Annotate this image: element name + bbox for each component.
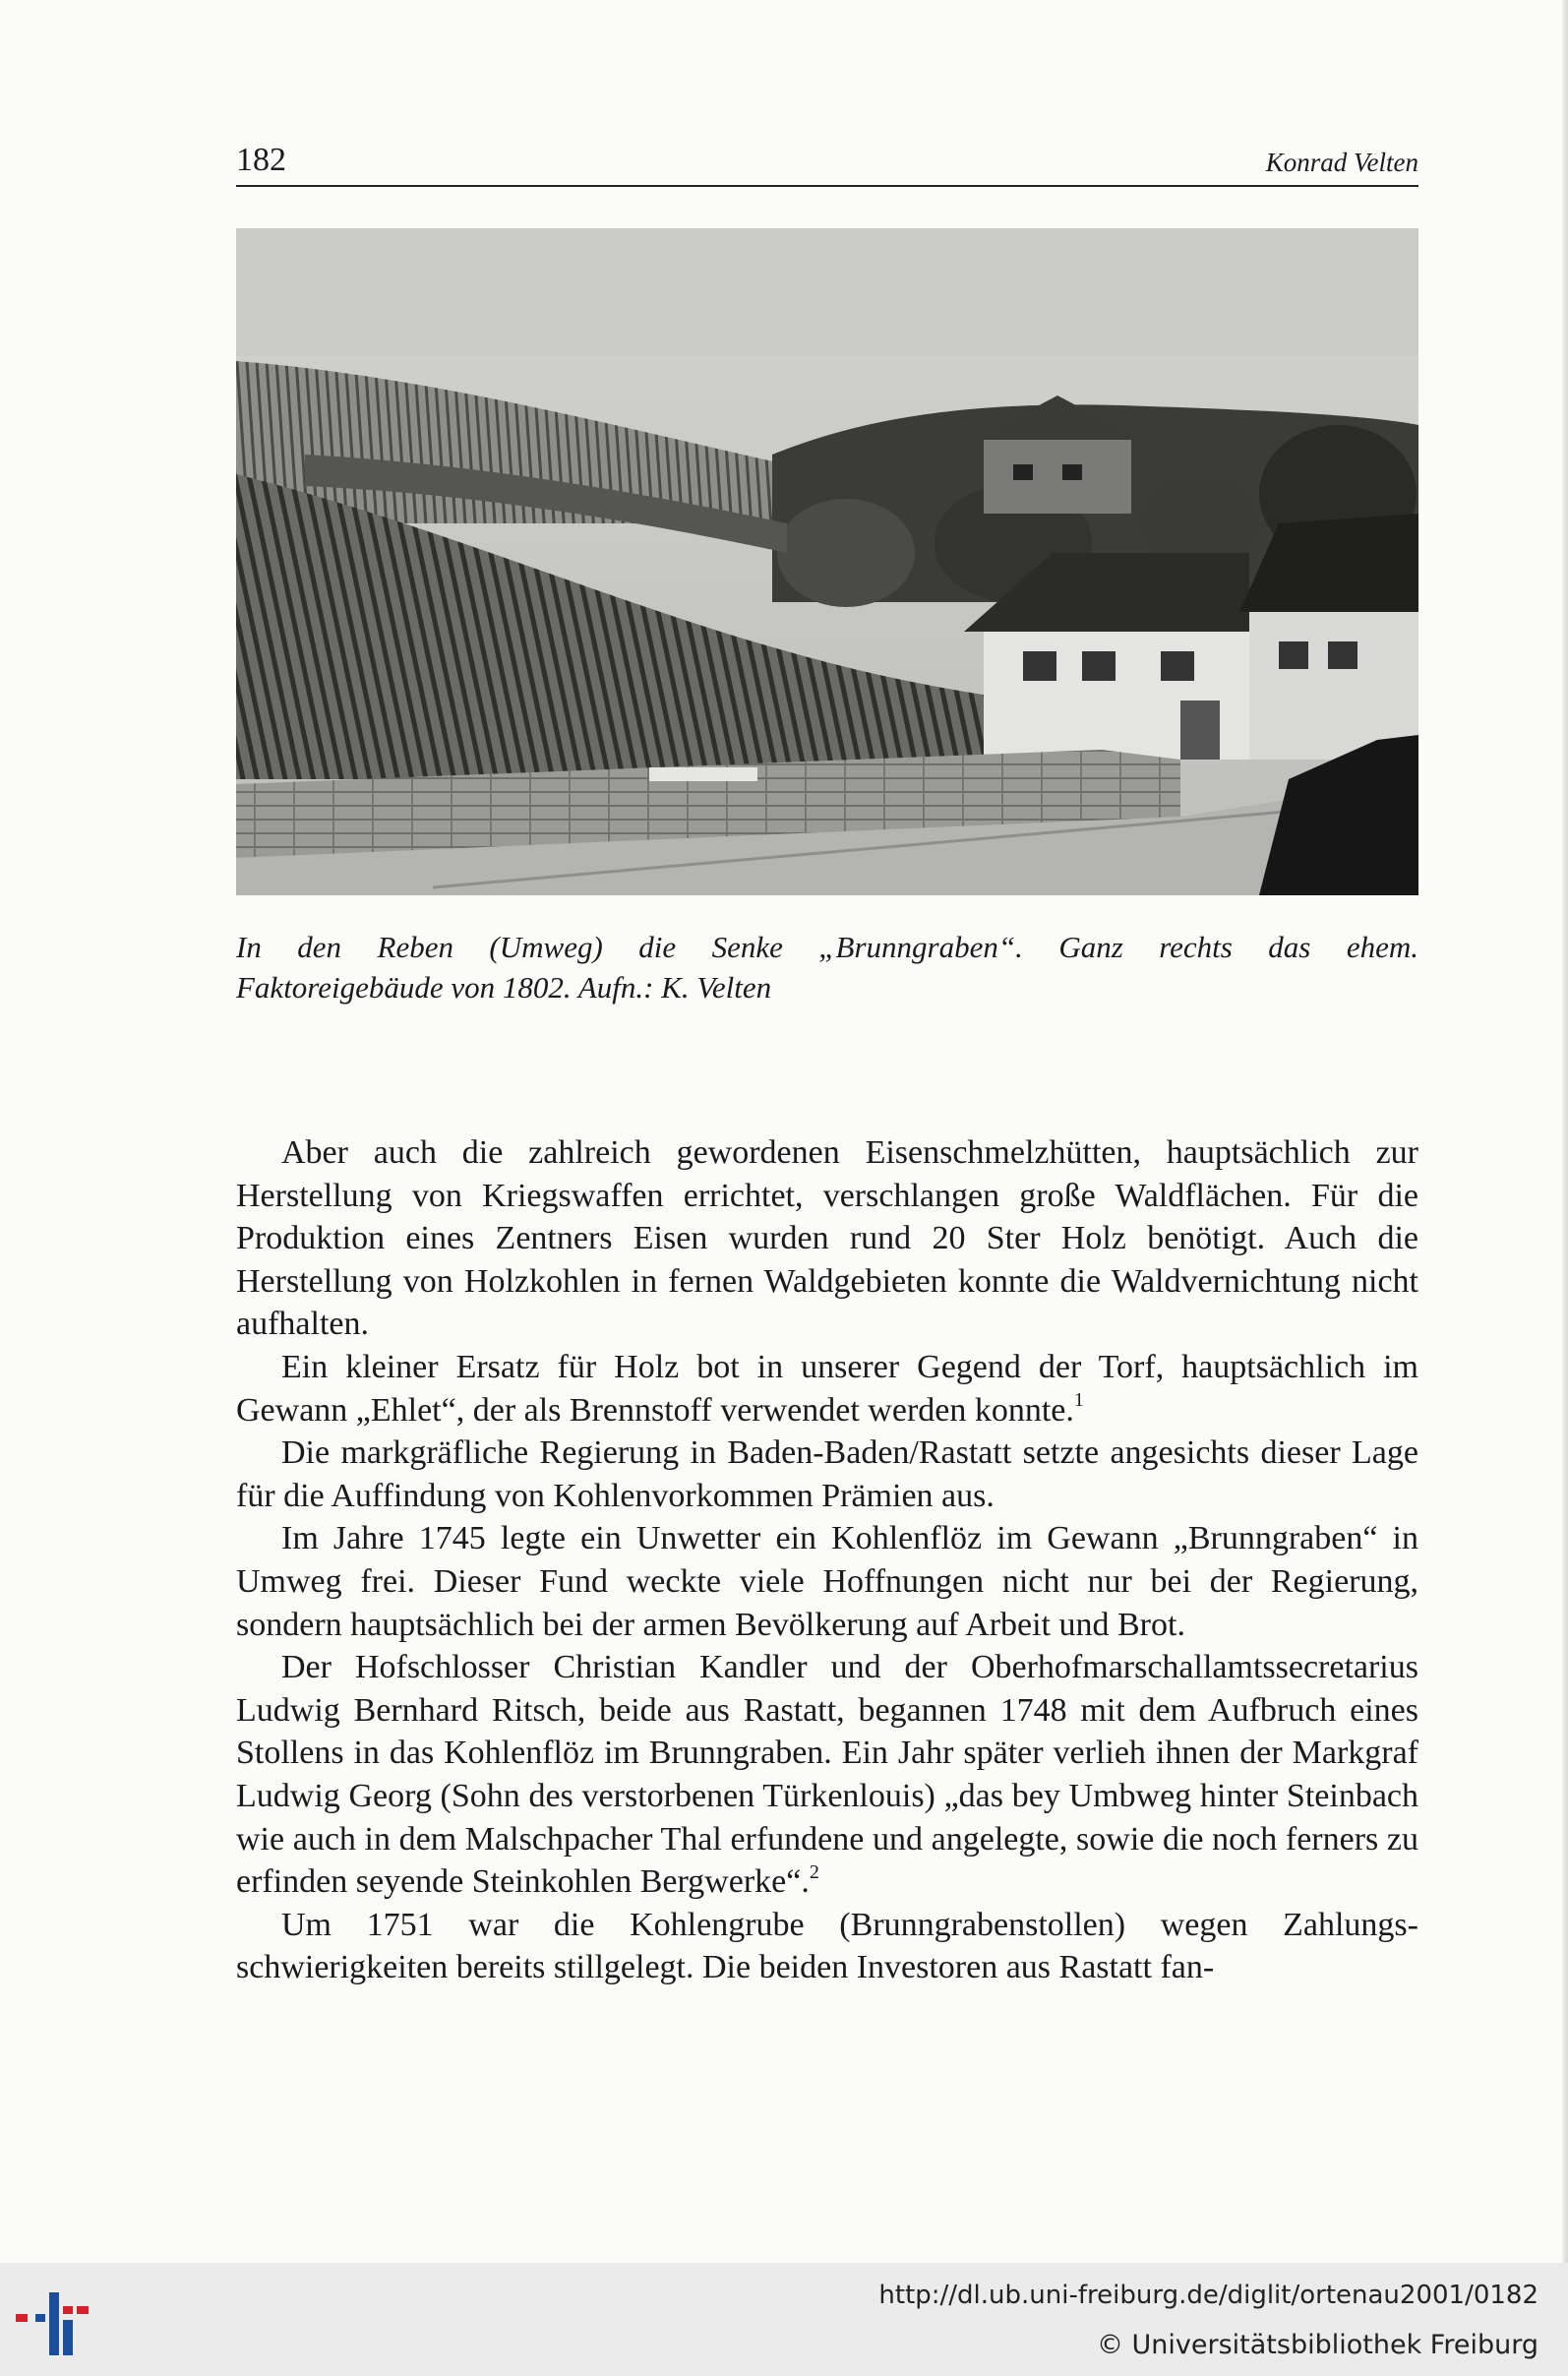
library-logo-icon (14, 2285, 102, 2358)
paragraph (236, 1346, 1418, 1432)
source-url-link[interactable]: http://dl.ub.uni-freiburg.de/diglit/ortenau2001/0182 (878, 2281, 1538, 2310)
paragraph-text: Der Hofschlosser Christian Kandler und der Oberhofmarschallamtssecretarius Ludwig Bernhard Ritsch, beide aus Rastatt, begannen 1748 mit dem Aufbruch eines Stollens in das Kohlenflöz im Brunngraben. Ein Jahr später verlieh ihnen der Markgraf Ludwig Georg (Sohn des verstorbenen Türkenlouis) „das bey Umbweg hinter Steinbach wie auch in dem Malschpacher Thal erfundene und angelegte, sowie die noch ferners zu erfinden seyende Steinkohlen Bergwerke“. (236, 1649, 1418, 1901)
paragraph-text: Ein kleiner Ersatz für Holz bot in unserer Gegend der Torf, hauptsächlich im Gewann „Ehlet“, der als Brennstoff verwendet werden konnte. (236, 1348, 1418, 1429)
vineyard-photo (236, 228, 1418, 895)
paragraph: Um 1751 war die Kohlengrube (Brunngrabenstollen) wegen Zahlungsschwierigkeiten bereits stillgelegt. Die beiden Investoren aus Rastatt fan- (236, 1906, 1418, 1986)
copyright-notice: © Universitätsbibliothek Freiburg (1096, 2330, 1538, 2360)
running-head: Konrad Velten (1265, 148, 1418, 177)
caption-line-2: Faktoreigebäude von 1802. Aufn.: K. Velten (236, 970, 772, 1005)
caption-line-1: In den Reben (Umweg) die Senke „Brunngraben“. Ganz rechts das ehem. (236, 930, 1418, 964)
footnote-marker: 2 (809, 1860, 819, 1883)
page-header (236, 138, 1418, 187)
photo-caption (236, 927, 1418, 1007)
page-number: 182 (236, 142, 286, 178)
paragraph (236, 1646, 1418, 1904)
page-edge (1562, 0, 1568, 2263)
footer-bar (0, 2263, 1568, 2376)
paragraph: Im Jahre 1745 legte ein Unwetter ein Kohlenflöz im Gewann „Brunngraben“ in Umweg frei. Dieser Fund weckte viele Hoffnungen nicht nur bei der Regierung, sondern hauptsächlich bei der armen Bevölkerung auf Arbeit und Brot. (236, 1520, 1418, 1643)
paragraph: Die markgräfliche Regierung in Baden-Baden/Rastatt setzte angesichts dieser Lage für die Auffindung von Kohlenvorkommen Prämien aus. (236, 1434, 1418, 1514)
footnote-marker: 1 (1073, 1389, 1084, 1412)
body-text (236, 1131, 1418, 1989)
paragraph: Aber auch die zahlreich gewordenen Eisenschmelzhütten, hauptsächlich zur Herstellung von Kriegswaffen errichtet, verschlangen große Waldflächen. Für die Produktion eines Zentners Eisen wurden rund 20 Ster Holz benötigt. Auch die Herstellung von Holzkohlen in fernen Waldgebieten konnte die Waldvernichtung nicht aufhalten. (236, 1134, 1418, 1343)
